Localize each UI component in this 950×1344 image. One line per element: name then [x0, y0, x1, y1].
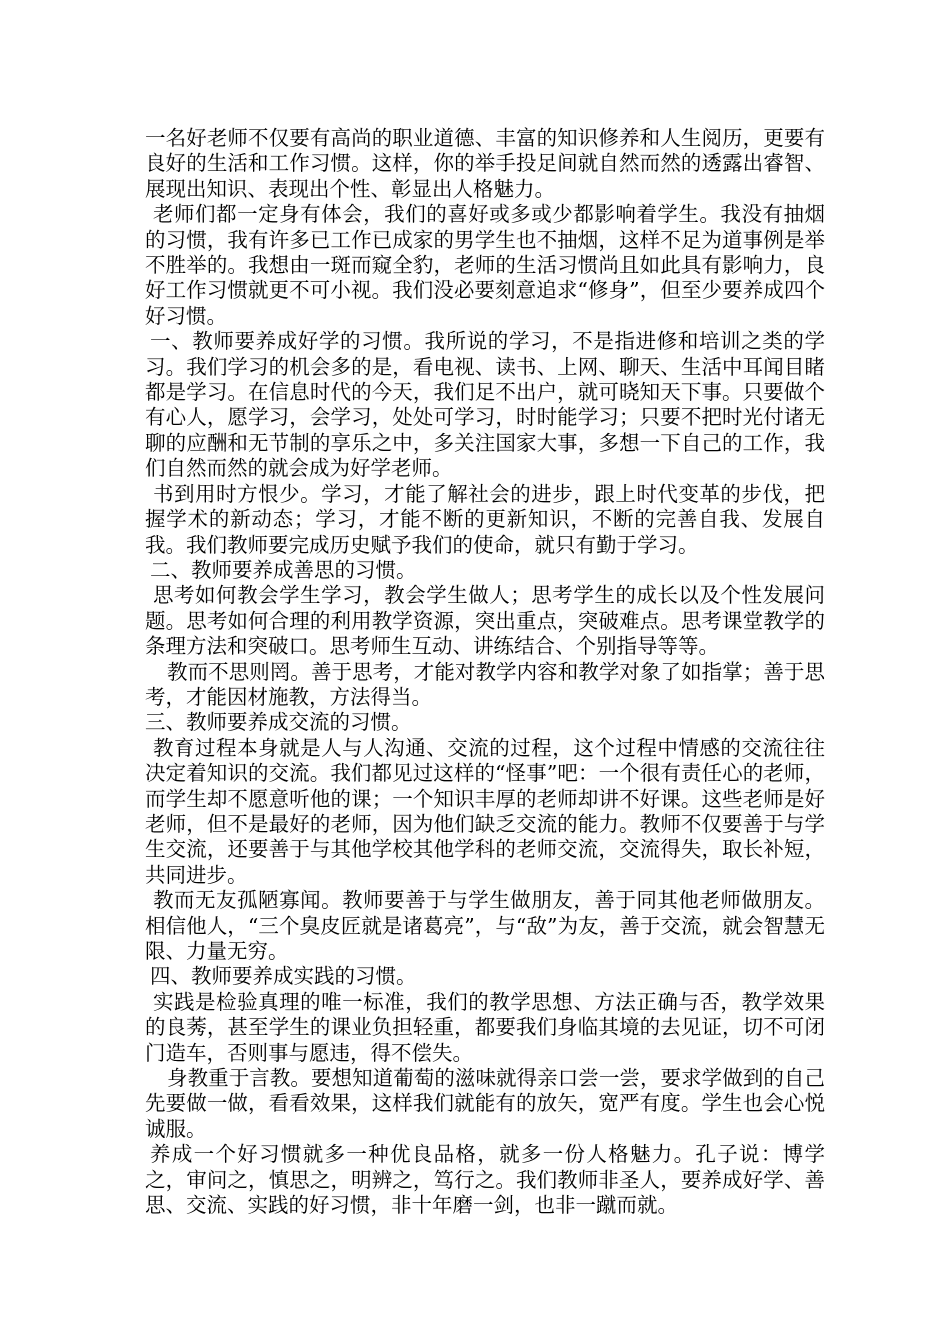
paragraph-conclusion: 养成一个好习惯就多一种优良品格，就多一份人格魅力。孔子说：博学之，审问之，慎思之，明辨之，笃行之。我们教师非圣人，要养成好学、善思、交流、实践的好习惯，非十年磨一剑，也非一蹴而就。 — [145, 1142, 825, 1218]
paragraph-section-3-summary: 教而无友孤陋寡闻。教师要善于与学生做朋友，善于同其他老师做朋友。相信他人，“三个臭皮匠就是诸葛亮”，与“敌”为友，善于交流，就会智慧无限、力量无穷。 — [145, 888, 825, 963]
paragraph-section-3-heading: 三、教师要养成交流的习惯。 — [145, 710, 412, 735]
paragraph-section-2-body: 思考如何教会学生学习，教会学生做人；思考学生的成长以及个性发展问题。思考如何合理的利用教学资源，突出重点，突破难点。思考课堂教学的条理方法和突破口。思考师生互动、讲练结合、个别指导等等。 — [145, 583, 825, 659]
paragraph-habits-influence: 老师们都一定身有体会，我们的喜好或多或少都影响着学生。我没有抽烟的习惯，我有许多已工作已成家的男学生也不抽烟，这样不足为道事例是举不胜举的。我想由一斑而窥全豹，老师的生活习惯尚且如此具有影响力，良好工作习惯就更不可小视。我们没必要刻意追求“修身”，但至少要养成四个好习惯。 — [145, 202, 825, 328]
document-body — [145, 126, 825, 1218]
paragraph-section-4-body: 实践是检验真理的唯一标准，我们的教学思想、方法正确与否，教学效果的良莠，甚至学生的课业负担轻重，都要我们身临其境的去见证，切不可闭门造车，否则事与愿违，得不偿失。 — [145, 989, 825, 1065]
paragraph-section-1-body: 书到用时方恨少。学习，才能了解社会的进步，跟上时代变革的步伐，把握学术的新动态；学习，才能不断的更新知识，不断的完善自我、发展自我。我们教师要完成历史赋予我们的使命，就只有勤于学习。 — [145, 481, 825, 557]
paragraph-section-1-heading: 一、教师要养成好学的习惯。我所说的学习，不是指进修和培训之类的学习。我们学习的机会多的是，看电视、读书、上网、聊天、生活中耳闻目睹都是学习。在信息时代的今天，我们足不出户，就可晓知天下事。只要做个有心人，愿学习，会学习，处处可学习，时时能学习；只要不把时光付诸无聊的应酬和无节制的享乐之中，多关注国家大事，多想一下自己的工作，我们自然而然的就会成为好学老师。 — [145, 329, 825, 481]
paragraph-section-4-summary: 身教重于言教。要想知道葡萄的滋味就得亲口尝一尝，要求学做到的自己先要做一做，看看效果，这样我们就能有的放矢，宽严有度。学生也会心悦诚服。 — [145, 1066, 825, 1141]
paragraph-section-2-heading: 二、教师要养成善思的习惯。 — [150, 557, 417, 582]
paragraph-section-3-body: 教育过程本身就是人与人沟通、交流的过程，这个过程中情感的交流往往决定着知识的交流。我们都见过这样的“怪事”吧：一个很有责任心的老师，而学生却不愿意听他的课；一个知识丰厚的老师却讲不好课。这些老师是好老师，但不是最好的老师，因为他们缺乏交流的能力。教师不仅要善于与学生交流，还要善于与其他学校其他学科的老师交流，交流得失，取长补短，共同进步。 — [145, 735, 825, 887]
paragraph-intro: 一名好老师不仅要有高尚的职业道德、丰富的知识修养和人生阅历，更要有良好的生活和工作习惯。这样，你的举手投足间就自然而然的透露出睿智、展现出知识、表现出个性、彰显出人格魅力。 — [145, 126, 825, 201]
paragraph-section-4-heading: 四、教师要养成实践的习惯。 — [150, 964, 417, 989]
paragraph-section-2-summary: 教而不思则罔。善于思考，才能对教学内容和教学对象了如指掌；善于思考，才能因材施教，方法得当。 — [145, 659, 825, 709]
